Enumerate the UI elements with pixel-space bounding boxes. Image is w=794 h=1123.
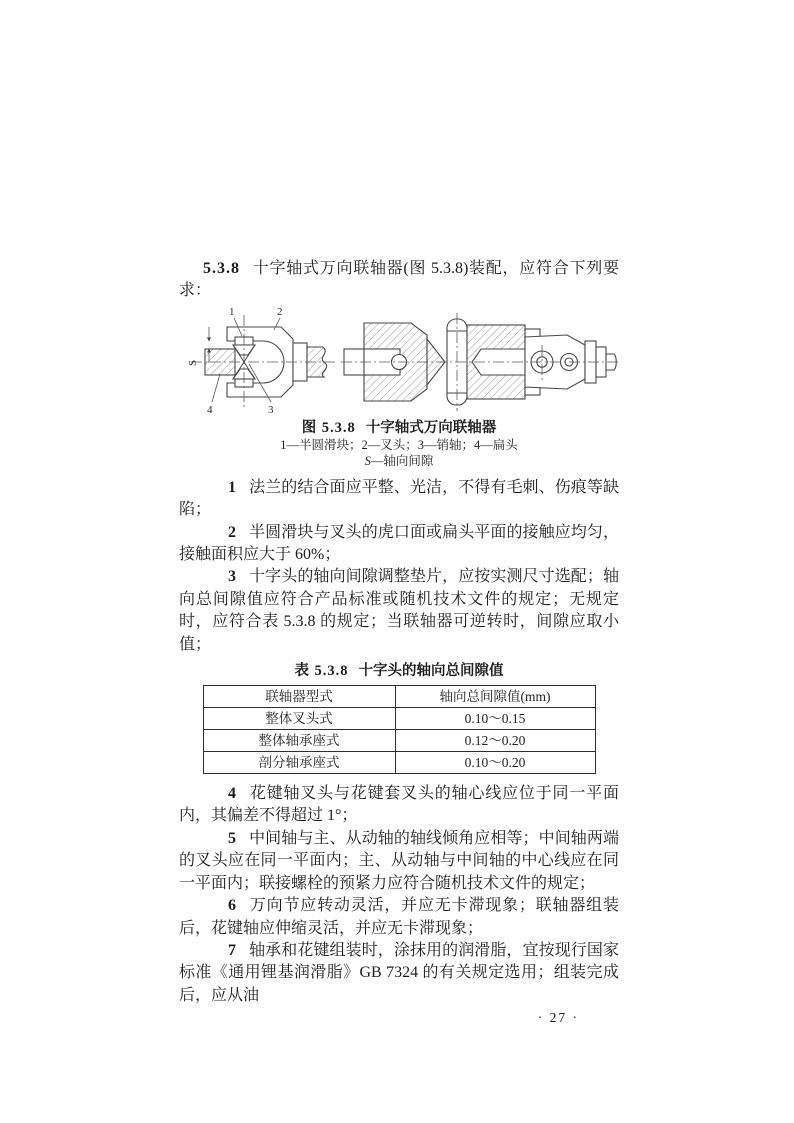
callout-4: 4: [207, 403, 213, 416]
item-text: 花键轴叉头与花键套叉头的轴心线应位于同一平面内，其偏差不得超过 1°；: [179, 785, 619, 825]
figure-number: 图 5.3.8: [301, 419, 356, 436]
clause-number: 5.3.8: [203, 260, 240, 277]
figure-caption: [179, 419, 619, 437]
cell-value: 0.12～0.20: [395, 730, 595, 752]
list-item-4: [179, 783, 619, 828]
item-text: 中间轴与主、从动轴的轴线倾角应相等；中间轴两端的叉头应在同一平面内；主、从动轴与中间轴的中心线应在同一平面内；联接螺栓的预紧力应符合随机技术文件的规定；: [179, 829, 619, 892]
spec-table: [203, 685, 596, 774]
text-block: [179, 258, 619, 1026]
list-item-7: [179, 940, 619, 1007]
dim-s-label: S: [187, 359, 199, 366]
table-row: [203, 730, 595, 752]
table-row: [203, 708, 595, 730]
figure-title: 十字轴式万向联轴器: [365, 419, 497, 436]
clause-heading: [179, 258, 619, 303]
callout-2: 2: [277, 305, 283, 318]
table-title-text: 十字头的轴向总间隙值: [358, 663, 504, 680]
table-header-value: 轴向总间隙值(mm): [395, 686, 595, 708]
clause-text: 十字轴式万向联轴器(图 5.3.8)装配，应符合下列要求：: [179, 260, 619, 300]
list-item-5: [179, 828, 619, 895]
cell-value: 0.10～0.20: [395, 752, 595, 774]
cell-type: 整体叉头式: [203, 708, 395, 730]
callout-3: 3: [268, 403, 274, 416]
figure-block: [179, 305, 619, 470]
item-text: 法兰的结合面应平整、光洁，不得有毛刺、伤痕等缺陷；: [179, 478, 619, 519]
list-item-3: [179, 566, 619, 656]
right-view-assembly: [341, 313, 618, 411]
table-row: [203, 752, 595, 774]
item-number: 2: [228, 523, 236, 541]
cell-type: 剖分轴承座式: [203, 752, 395, 774]
item-number: 1: [228, 478, 236, 496]
item-number: 7: [228, 941, 236, 959]
table-header-type: 联轴器型式: [203, 686, 395, 708]
list-item-2: [179, 522, 619, 567]
callout-1: 1: [229, 305, 235, 318]
legend-s-symbol: S: [364, 454, 371, 469]
cell-type: 整体轴承座式: [203, 730, 395, 752]
item-text: 轴承和花键组装时，涂抹用的润滑脂，宜按现行国家标准《通用锂基润滑脂》GB 7324 的有关规定选用；组装完成后，应从油: [179, 941, 619, 1004]
figure-legend-line2: [179, 453, 619, 470]
item-text: 万向节应转动灵活，并应无卡滞现象；联轴器组装后，花键轴应伸缩灵活，并应无卡滞现象；: [179, 897, 619, 937]
item-number: 3: [228, 568, 236, 586]
item-text: 十字头的轴向间隙调整垫片，应按实测尺寸选配；轴向总间隙值应符合产品标准或随机技术文件的规定；无规定时，应符合表 5.3.8 的规定；当联轴器可逆转时，间隙应取小值；: [179, 568, 619, 653]
dim-arrow: [207, 337, 211, 341]
item-text: 半圆滑块与叉头的虎口面或扁头平面的接触应均匀，接触面积应大于 60%；: [179, 523, 619, 564]
item-number: 5: [228, 829, 236, 847]
figure-drawing: [179, 305, 619, 417]
figure-legend-line1: 1—半圆滑块；2—叉头；3—销轴；4—扁头: [280, 437, 518, 452]
list-item-1: [179, 477, 619, 522]
table-header-row: [203, 686, 595, 708]
legend-s-text: —轴向间隙: [370, 454, 434, 469]
list-item-6: [179, 895, 619, 940]
table-number: 表 5.3.8: [294, 663, 349, 680]
table-title: [179, 662, 619, 680]
item-number: 6: [228, 897, 236, 915]
item-number: 4: [228, 785, 236, 803]
left-view-yoke-section: [187, 306, 335, 416]
cell-value: 0.10～0.15: [395, 708, 595, 730]
page-number: · 27 ·: [537, 1010, 579, 1026]
